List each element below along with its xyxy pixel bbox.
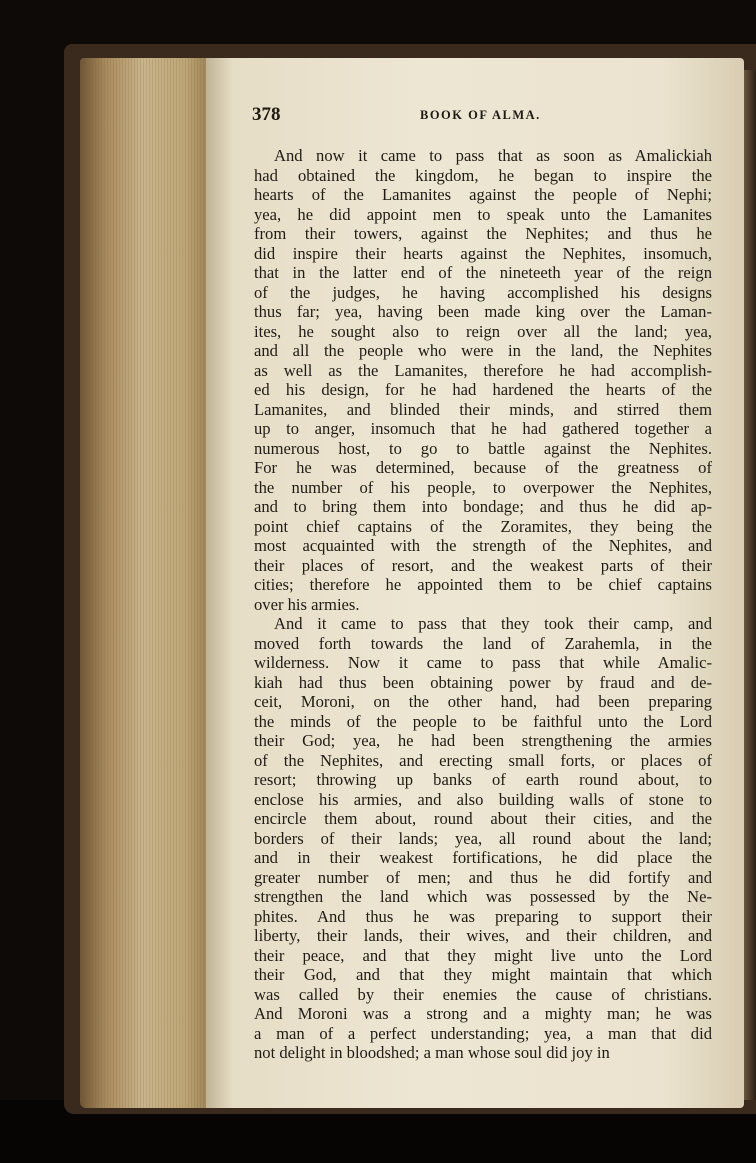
text-line: their God; yea, he had been strengthening the armies (254, 731, 712, 750)
text-line: ed his design, for he had hardened the hearts of the (254, 380, 712, 399)
text-line: moved forth towards the land of Zarahemla, in the (254, 633, 712, 653)
text-line: the minds of the people to be faithful unto the Lord (254, 711, 712, 731)
text-line: And it came to pass that they took their camp, and (274, 614, 712, 633)
text-line: greater number of men; and thus he did fortify and (254, 867, 712, 887)
text-line: liberty, their lands, their wives, and their children, and (254, 926, 712, 945)
text-line: And now it came to pass that as soon as Amalickiah (274, 146, 712, 165)
page-edges (80, 58, 220, 1108)
page-gutter-shadow (744, 70, 756, 1100)
text-line: did inspire their hearts against the Nephites, insomuch, (254, 243, 712, 263)
page-header (252, 104, 720, 128)
text-line: ceit, Moroni, on the other hand, had been preparing (254, 692, 712, 711)
text-line: of the Nephites, and erecting small forts, or places of (254, 750, 712, 770)
text-line: enclose his armies, and also building walls of stone to (254, 789, 712, 809)
text-line: numerous host, to go to battle against the Nephites. (254, 438, 712, 458)
text-line: point chief captains of the Zoramites, they being the (254, 516, 712, 536)
text-line: phites. And thus he was preparing to support their (254, 906, 712, 926)
text-line: encircle them about, round about their cities, and the (254, 809, 712, 828)
text-line: over his armies. (254, 594, 360, 614)
text-line: borders of their lands; yea, all round about the land; (254, 828, 712, 848)
text-line: wilderness. Now it came to pass that while Amalic- (254, 653, 712, 672)
text-line: up to anger, insomuch that he had gathered together a (254, 419, 712, 438)
text-line: and in their weakest fortifications, he did place the (254, 848, 712, 867)
text-line: had obtained the kingdom, he began to inspire the (254, 165, 712, 185)
text-line: strengthen the land which was possessed by the Ne- (254, 887, 712, 906)
text-line: as well as the Lamanites, therefore he had accomplish- (254, 360, 712, 380)
text-line: kiah had thus been obtaining power by fraud and de- (254, 672, 712, 692)
text-line: their God, and that they might maintain that which (254, 965, 712, 984)
text-line: and to bring them into bondage; and thus he did ap- (254, 497, 712, 516)
text-line: cities; therefore he appointed them to be chief captains (254, 575, 712, 594)
paragraph (254, 146, 712, 614)
text-line: was called by their enemies the cause of christians. (254, 984, 712, 1004)
text-line: from their towers, against the Nephites; and thus he (254, 224, 712, 243)
text-line: of the judges, he having accomplished his designs (254, 282, 712, 302)
text-line: that in the latter end of the nineteeth year of the reign (254, 263, 712, 282)
text-line: hearts of the Lamanites against the people of Nephi; (254, 185, 712, 204)
text-line: the number of his people, to overpower the Nephites, (254, 477, 712, 497)
running-title: BOOK OF ALMA. (420, 108, 541, 122)
text-line: resort; throwing up banks of earth round about, to (254, 770, 712, 789)
text-line: And Moroni was a strong and a mighty man; he was (254, 1004, 712, 1023)
page-number: 378 (252, 104, 281, 125)
text-line: and all the people who were in the land, the Nephites (254, 341, 712, 360)
text-line: yea, he did appoint men to speak unto the Lamanites (254, 204, 712, 224)
text-line: ites, he sought also to reign over all the land; yea, (254, 321, 712, 341)
body-text (254, 146, 712, 1063)
text-line: thus far; yea, having been made king over the Laman- (254, 302, 712, 321)
text-line: their peace, and that they might live unto the Lord (254, 945, 712, 965)
text-line: their places of resort, and the weakest parts of their (254, 555, 712, 575)
text-line: For he was determined, because of the greatness of (254, 458, 712, 477)
text-line: not delight in bloodshed; a man whose soul did joy in (254, 1043, 610, 1062)
text-line: Lamanites, and blinded their minds, and stirred them (254, 399, 712, 419)
paragraph (254, 614, 712, 1063)
text-line: a man of a perfect understanding; yea, a man that did (254, 1023, 712, 1043)
text-line: most acquainted with the strength of the Nephites, and (254, 536, 712, 555)
